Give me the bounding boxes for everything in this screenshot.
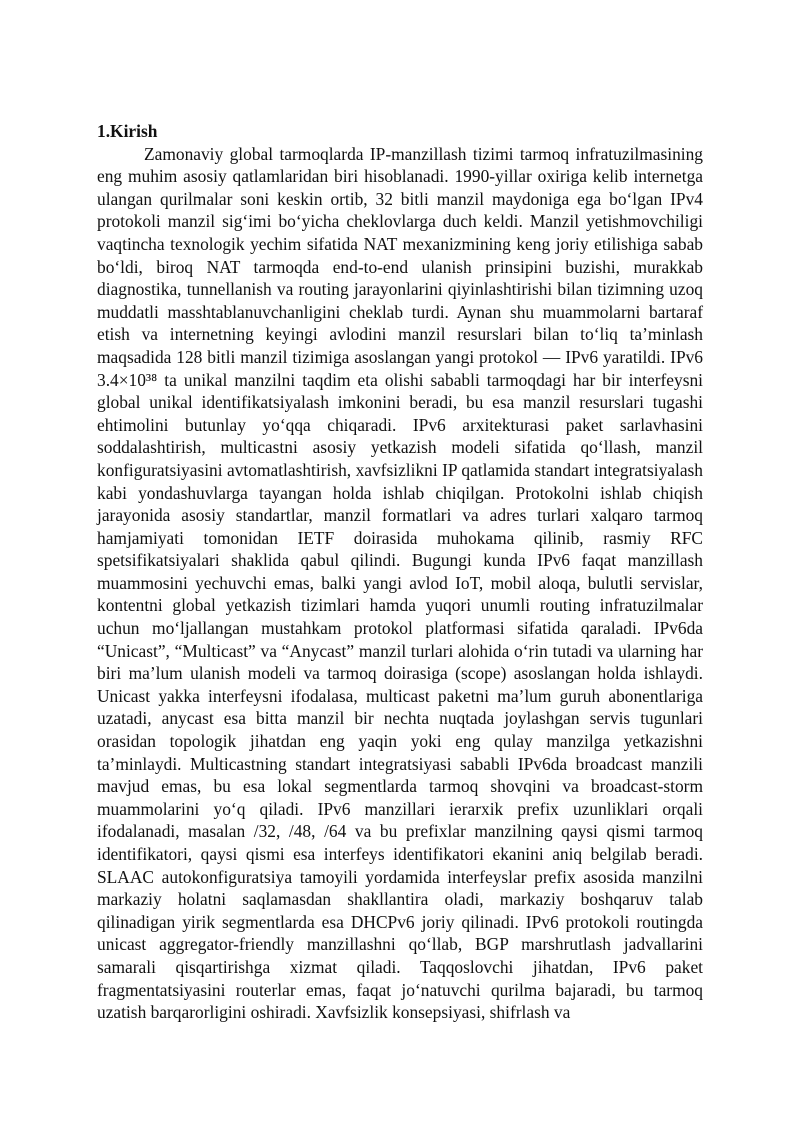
body-paragraph: Zamonaviy global tarmoqlarda IP-manzillash tizimi tarmoq infratuzilmasining eng muhim asosiy qatlamlaridan biri hisoblanadi. 1990-yillar oxiriga kelib internetga ulangan qurilmalar soni keskin ortib, 32 bitli manzil maydoniga ega bo‘lgan IPv4 protokoli manzil sig‘imi bo‘yicha cheklovlarga duch keldi. Manzil yetishmovchiligi vaqtincha texnologik yechim sifatida NAT mexanizmining keng joriy etilishiga sabab bo‘ldi, biroq NAT tarmoqda end-to-end ulanish prinsipini buzishi, murakkab diagnostika, tunnellanish va routing jarayonlarini qiyinlashtirishi bilan tizimning uzoq muddatli masshtablanuvchanligini cheklab turdi. Aynan shu muammolarni bartaraf etish va internetning keyingi avlodini manzil resurslari bilan to‘liq ta’minlash maqsadida 128 bitli manzil tizimiga asoslangan yangi protokol — IPv6 yaratildi. IPv6 3.4×10³⁸ ta unikal manzilni taqdim eta olishi sababli tarmoqdagi har bir interfeysni global unikal identifikatsiyalash imkonini beradi, bu esa manzil resurslari tugashi ehtimolini butunlay yo‘qqa chiqaradi. IPv6 arxitekturasi paket sarlavhasini soddalashtirish, multicastni asosiy yetkazish modeli sifatida qo‘llash, manzil konfiguratsiyasini avtomatlashtirish, xavfsizlikni IP qatlamida standart integratsiyalash kabi yondashuvlarga tayangan holda ishlab chiqilgan. Protokolni ishlab chiqish jarayonida asosiy standartlar, manzil formatlari va adres turlari xalqaro tarmoq hamjamiyati tomonidan IETF doirasida muhokama qilinib, rasmiy RFC spetsifikatsiyalari shaklida qabul qilindi. Bugungi kunda IPv6 faqat manzillash muammosini yechuvchi emas, balki yangi avlod IoT, mobil aloqa, bulutli servislar, kontentni global yetkazish tizimlari hamda yuqori unumli routing infratuzilmalar uchun mo‘ljallangan mustahkam protokol platformasi sifatida qaraladi. IPv6da “Unicast”, “Multicast” va “Anycast” manzil turlari alohida o‘rin tutadi va ularning har biri ma’lum ulanish modeli va tarmoq doirasiga (scope) asoslangan holda ishlaydi. Unicast yakka interfeysni ifodalasa, multicast paketni ma’lum guruh abonentlariga uzatadi, anycast esa bitta manzil bir nechta nuqtada joylashgan servis tugunlari orasidan topologik jihatdan eng yaqin yoki eng qulay manzilga yetkazishni ta’minlaydi. Multicastning standart integratsiyasi sababli IPv6da broadcast manzili mavjud emas, bu esa lokal segmentlarda tarmoq shovqini va broadcast-storm muammolarini yo‘q qiladi. IPv6 manzillari ierarxik prefix uzunliklari orqali ifodalanadi, masalan /32, /48, /64 va bu prefixlar manzilning qaysi qismi tarmoq identifikatori, qaysi qismi esa interfeys identifikatori ekanini aniq belgilab beradi. SLAAC autokonfiguratsiya tamoyili yordamida interfeyslar prefix asosida manzilni markaziy holatni saqlamasdan shakllantira oladi, markaziy boshqaruv talab qilinadigan yirik segmentlarda esa DHCPv6 joriy qilinadi. IPv6 protokoli routingda unicast aggregator-friendly manzillashni qo‘llab, BGP marshrutlash jadvallarini samarali qisqartirishga xizmat qiladi. Taqqoslovchi jihatdan, IPv6 paket fragmentatsiyasini routerlar emas, faqat jo‘natuvchi qurilma bajaradi, bu tarmoq uzatish barqarorligini oshiradi. Xavfsizlik konsepsiyasi, shifrlash va (97, 143, 703, 1023)
document-page (97, 120, 703, 1024)
section-heading: 1.Kirish (97, 121, 158, 141)
